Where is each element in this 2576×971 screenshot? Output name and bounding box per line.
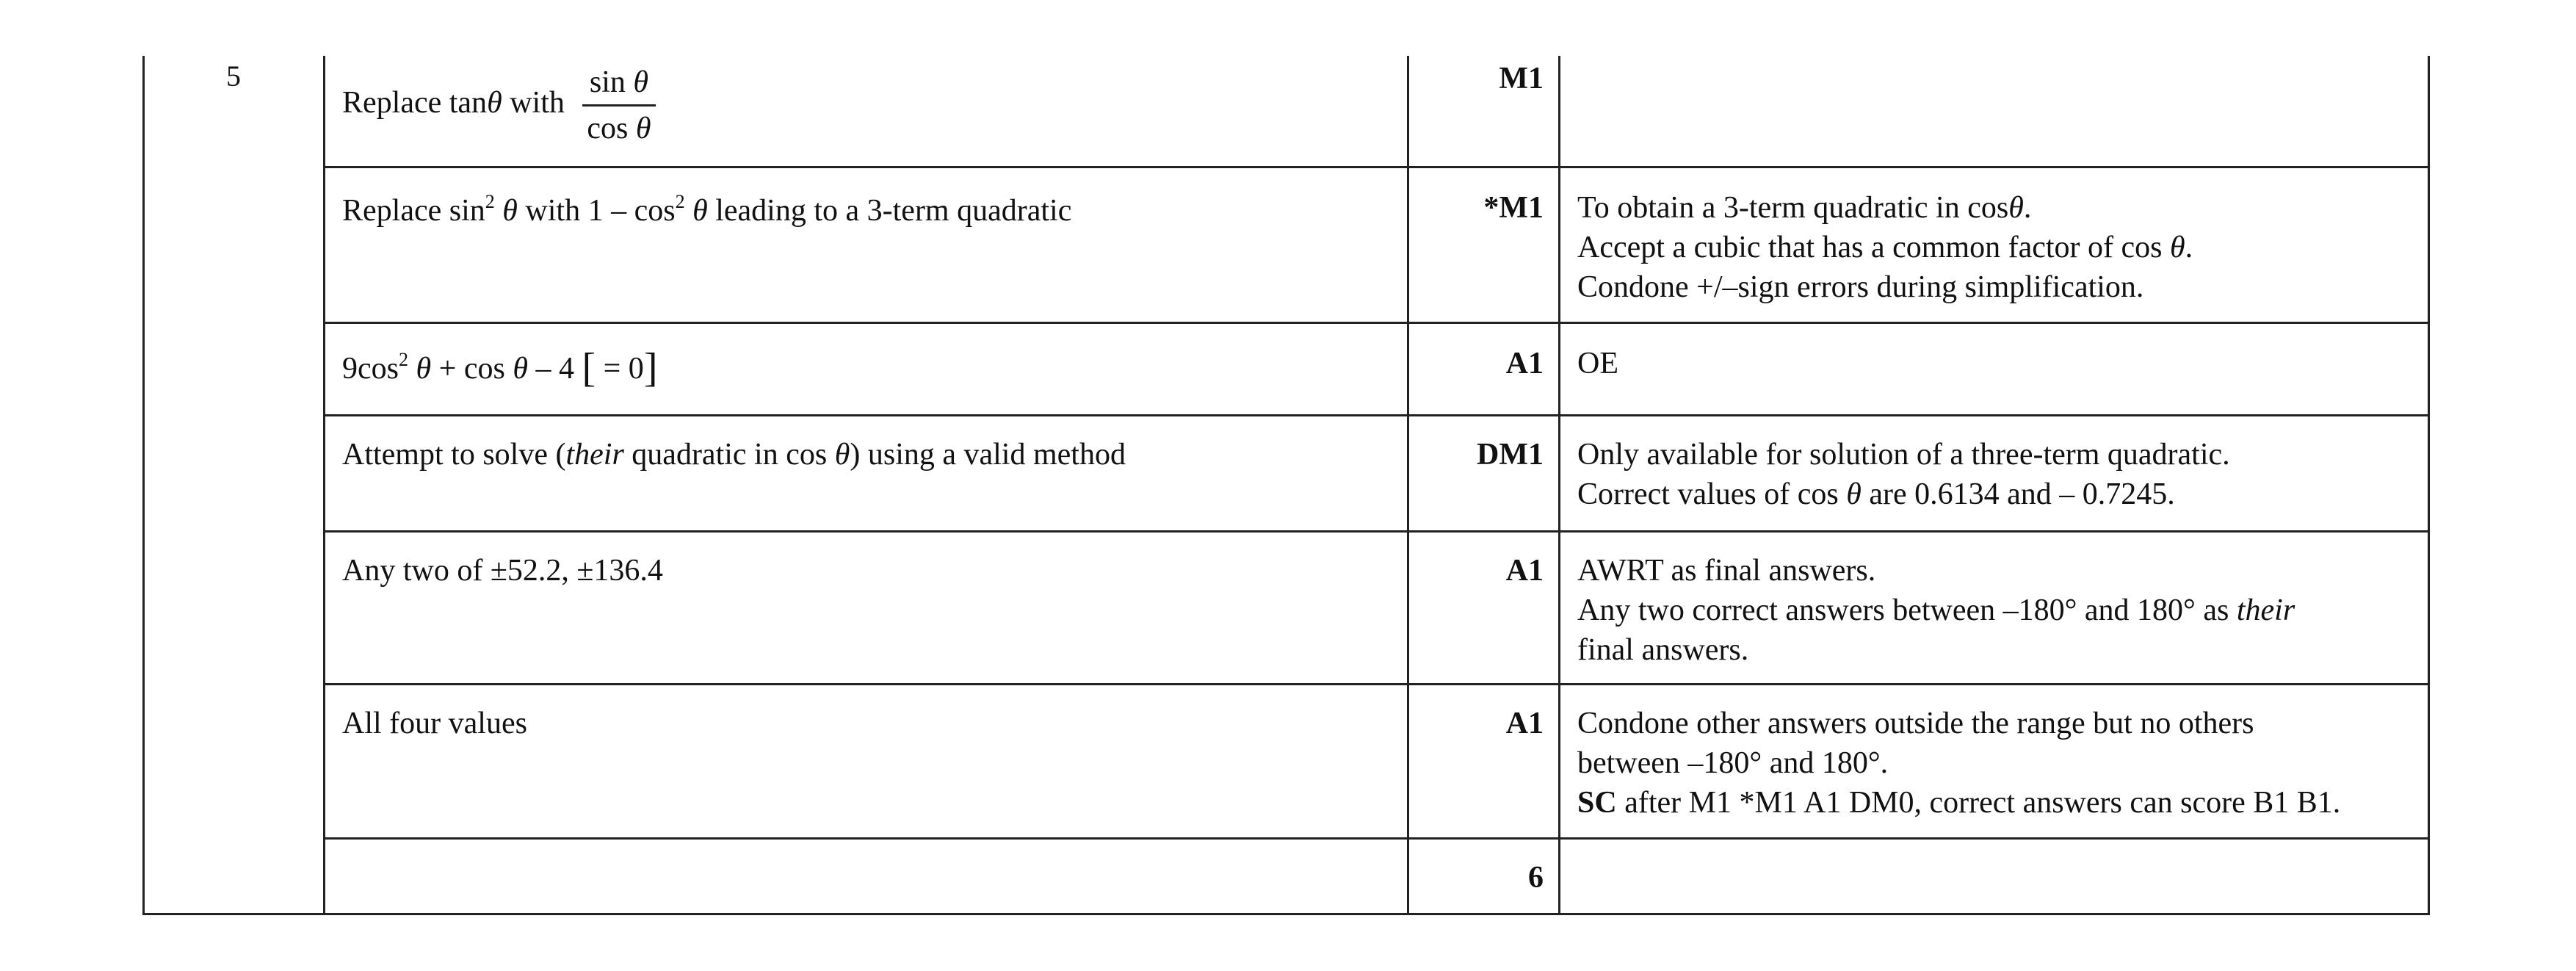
sin-over-cos-fraction: $\frac{\text{sin θ}}{\text{cos θ}}$ <box>582 60 655 151</box>
mark-cell: A1 <box>1505 707 1544 740</box>
mark-cell: *M1 <box>1483 191 1544 225</box>
row-divider <box>323 322 2430 324</box>
question-number: 5 <box>226 59 241 93</box>
answer-cell: Any two of ±52.2, ±136.4 <box>342 554 663 588</box>
row-divider <box>323 530 2430 533</box>
mark-cell: A1 <box>1505 347 1544 380</box>
answer-cell: Attempt to solve (their quadratic in cos θ) using a valid method <box>342 438 1126 472</box>
answer-col-left-border <box>323 56 325 915</box>
guidance-cell: AWRT as final answers. Any two correct answers between –180° and 180° as their final answers. <box>1577 554 2295 667</box>
mark-cell: A1 <box>1505 554 1544 588</box>
row-divider <box>323 166 2430 168</box>
outer-left-border <box>142 56 145 915</box>
row-divider <box>323 414 2430 416</box>
answer-cell: Replace $\sin^2 \theta$ with $1 - \cos^2 \theta$ leading to a 3-term quadratic <box>342 191 1072 228</box>
guidance-cell: OE <box>1577 347 1618 380</box>
guidance-cell: To obtain a 3-term quadratic in cosθ. Accept a cubic that has a common factor of cos θ. Condone +/–sign errors during simplification. <box>1577 191 2193 304</box>
bottom-border <box>142 913 2430 915</box>
mark-cell: M1 <box>1499 62 1544 95</box>
guidance-cell: Condone other answers outside the range but no others between –180° and 180°. SC after M1 *M1 A1 DM0, correct answers can score B1 B1. <box>1577 707 2341 820</box>
guidance-col-left-border <box>1558 56 1560 915</box>
mark-col-left-border <box>1407 56 1409 915</box>
outer-right-border <box>2428 56 2430 915</box>
row-divider <box>323 683 2430 685</box>
answer-cell: $9\cos^2$ θ + cos θ – 4 [ = 0] <box>342 345 658 391</box>
guidance-cell: Only available for solution of a three-term quadratic. Correct values of cos θ are 0.6134 and – 0.7245. <box>1577 438 2230 511</box>
row-divider <box>323 837 2430 840</box>
answer-cell: Replace tanθ with $\frac{\text{sin θ}}{\text{cos θ}}$ <box>342 60 656 151</box>
mark-cell: DM1 <box>1477 438 1544 472</box>
answer-cell: All four values <box>342 707 527 740</box>
total-marks: 6 <box>1528 861 1544 895</box>
